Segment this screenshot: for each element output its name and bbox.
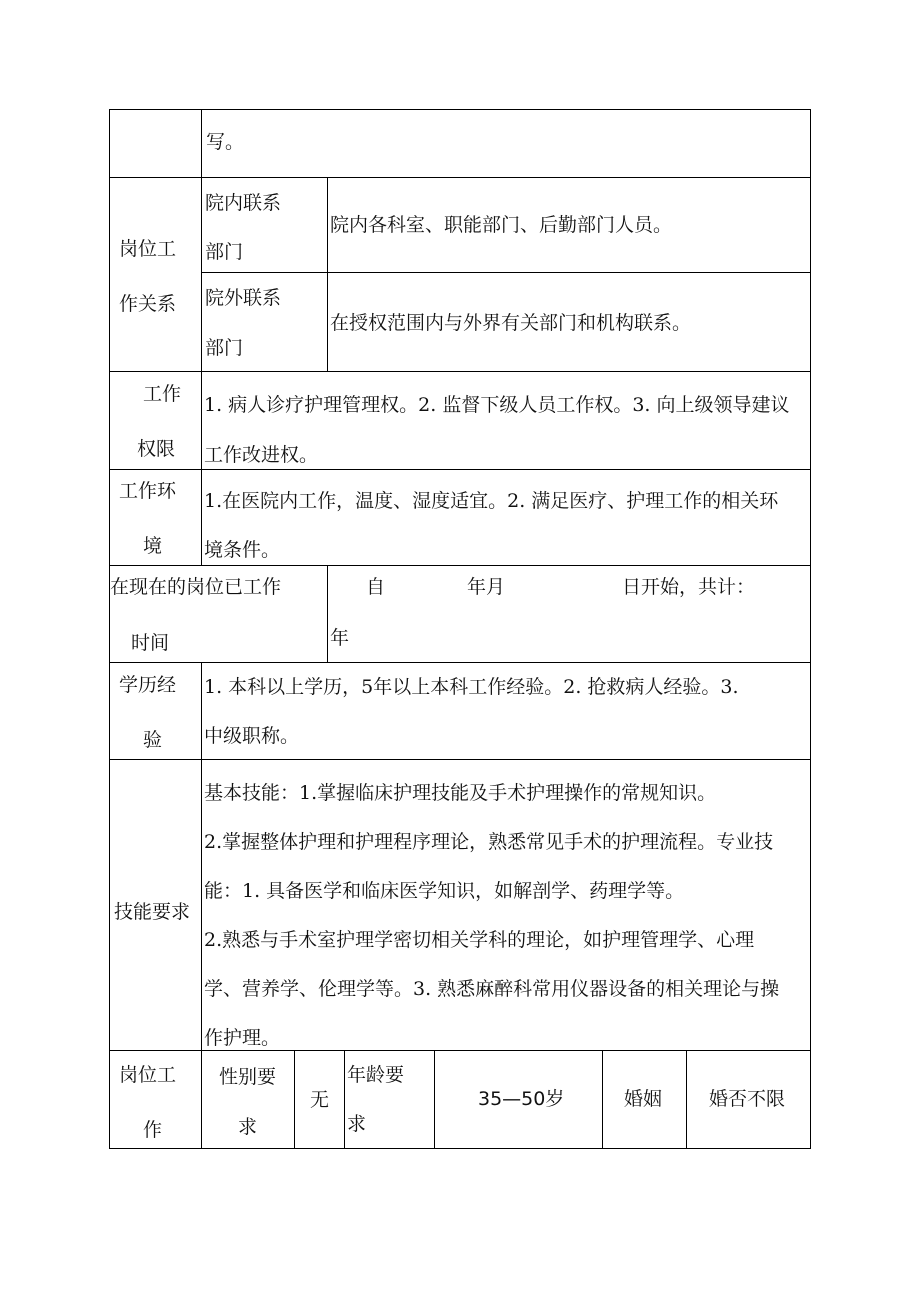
requirements-label-line1: 岗位工 <box>119 1064 177 1086</box>
age-value: 35—50岁 <box>478 1088 565 1110</box>
skills-text-line1: 基本技能：1.掌握临床护理技能及手术护理操作的常规知识。 <box>204 782 717 804</box>
internal-contact-label-line1: 院内联系 <box>205 192 282 214</box>
tenure-label-line2: 时间 <box>131 632 170 654</box>
gender-value: 无 <box>310 1089 330 1111</box>
tenure-year-month: 年月 <box>467 576 506 598</box>
skills-text-line6: 作护理。 <box>204 1027 281 1049</box>
continuation-text: 写。 <box>206 131 245 153</box>
environment-label-line1: 工作环 <box>119 480 177 502</box>
internal-contact-text: 院内各科室、职能部门、后勤部门人员。 <box>330 214 673 236</box>
external-contact-label-line2: 部门 <box>205 337 244 359</box>
environment-label-line2: 境 <box>143 535 163 557</box>
external-contact-text: 在授权范围内与外界有关部门和机构联系。 <box>330 312 692 334</box>
requirements-label-line2: 作 <box>143 1119 163 1141</box>
internal-contact-label-line2: 部门 <box>205 241 244 263</box>
marriage-value: 婚否不限 <box>709 1088 786 1110</box>
skills-text-line5: 学、营养学、伦理学等。3. 熟悉麻醉科常用仪器设备的相关理论与操 <box>204 978 780 1000</box>
skills-text-line4: 2.熟悉与手术室护理学密切相关学科的理论，如护理管理学、心理 <box>204 929 755 951</box>
work-relations-label-line1: 岗位工 <box>119 238 177 260</box>
tenure-start-total: 日开始，共计： <box>622 576 756 598</box>
authority-label-line1: 工作 <box>143 383 182 405</box>
work-relations-label-line2: 作关系 <box>119 293 177 315</box>
authority-text-line1: 1. 病人诊疗护理管理权。2. 监督下级人员工作权。3. 向上级领导建议 <box>204 394 790 416</box>
authority-label-line2: 权限 <box>137 438 176 460</box>
skills-label: 技能要求 <box>114 901 191 923</box>
education-text-line2: 中级职称。 <box>204 725 300 747</box>
environment-text-line2: 境条件。 <box>204 539 281 561</box>
gender-label-line1: 性别要 <box>219 1066 277 1088</box>
education-label-line1: 学历经 <box>119 674 177 696</box>
age-label-line1: 年龄要 <box>347 1064 405 1086</box>
marriage-label: 婚姻 <box>624 1088 663 1110</box>
external-contact-label-line1: 院外联系 <box>205 287 282 309</box>
tenure-from: 自 <box>366 576 386 598</box>
environment-text-line1: 1.在医院内工作，温度、湿度适宜。2. 满足医疗、护理工作的相关环 <box>204 490 779 512</box>
age-label-line2: 求 <box>347 1113 367 1135</box>
tenure-label-line1: 在现在的岗位已工作 <box>110 576 282 598</box>
tenure-years: 年 <box>330 627 350 649</box>
skills-text-line3: 能：1. 具备医学和临床医学知识，如解剖学、药理学等。 <box>204 880 685 902</box>
authority-text-line2: 工作改进权。 <box>204 444 319 466</box>
gender-label-line2: 求 <box>238 1116 258 1138</box>
education-label-line2: 验 <box>143 729 163 751</box>
skills-text-line2: 2.掌握整体护理和护理程序理论，熟悉常见手术的护理流程。专业技 <box>204 831 774 853</box>
education-text-line1: 1. 本科以上学历，5年以上本科工作经验。2. 抢救病人经验。3. <box>204 676 739 698</box>
